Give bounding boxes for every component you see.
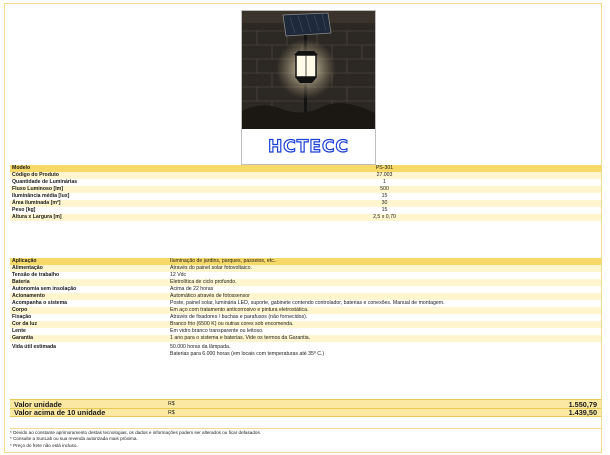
spec-value: Em aço com tratamento anticorrosivo e pintura eletrostática. [170,307,309,314]
product-photo [241,10,376,165]
price-label: Valor acima de 10 unidade [14,408,106,417]
table-row [10,258,601,265]
brand-logo [242,129,375,165]
table-row [10,207,601,214]
spec-value: Eletrolítica de ciclo profundo. [170,279,237,286]
spec-label: Tensão de trabalho [12,272,60,279]
product-sheet [4,3,602,453]
table-row [10,279,601,286]
spec-label: Altura x Largura [m] [12,214,62,221]
price-value: 1.550,79 [568,399,597,409]
table-row [10,314,601,321]
lifespan-lamp: 50.000 horas da lâmpada. [170,343,231,350]
price-value: 1.439,50 [568,408,597,417]
table-row [10,286,601,293]
spec-value: 500 [380,186,389,193]
spec-label: Quantidade de Luminárias [12,179,78,186]
price-table [10,399,601,417]
spec-label: Fluxo Luminoso [lm] [12,186,64,193]
price-currency: R$ [168,401,175,407]
table-row [10,272,601,279]
spec-label: Área iluminada [m²] [12,200,61,207]
spec-value: 30 [381,200,388,207]
spec-table-details [10,258,601,357]
spec-label: Autonomia sem insolação [12,286,77,293]
table-row [10,300,601,307]
spec-label: Modelo [12,165,31,172]
spec-label: Acompanha o sistema [12,300,68,307]
spec-value: 1 [383,179,386,186]
table-row [10,186,601,193]
spec-value: Acima de 22 horas [170,286,214,293]
spec-value [168,344,601,358]
spec-table-main [10,165,601,221]
price-label: Valor unidade [14,399,62,409]
table-row [10,172,601,179]
spec-value: Branco frio (6500 K) ou outras cores sob encomenda. [170,321,294,328]
spec-label: Fixação [12,314,32,321]
spec-label: Iluminância média [lux] [12,193,70,200]
table-row [10,335,601,342]
logo-text: HCTECC [268,137,349,157]
spec-label: Código do Produto [12,172,59,179]
spec-value: 12 Vdc [170,272,187,279]
footnote: * Devido ao constante aprimoramento destas tecnologias, os dados e informações podem ser alterados ou ficar defasados. [10,430,262,435]
spec-value: Poste, painel solar, luminária LED, suporte, gabinete contendo controlador, baterias e conexões. Manual de montagem. [170,300,445,307]
price-row [10,399,601,408]
footnote: * Consulte a SunLab ou sua revenda autorizada mais próxima. [10,436,138,442]
spec-value: Automático através de fotossensor [170,293,250,300]
spec-label: Aplicação [12,258,37,265]
spec-label: Bateria [12,279,30,286]
table-row [10,214,601,221]
table-row [10,165,601,172]
spec-value: Através de fixadores / buchas e parafusos (não fornecidos). [170,314,308,321]
table-row [10,293,601,300]
footnotes [10,428,601,449]
table-row [10,321,601,328]
table-row [10,193,601,200]
footnote: * Preço do frete não está incluso. [10,442,78,448]
spec-value: 2,5 x 0,70 [373,214,396,221]
spec-label: Peso [kg] [12,207,36,214]
spec-label: Garantia [12,335,34,342]
spec-value: 15 [381,207,388,214]
spec-label: Lente [12,328,26,335]
spec-label: Corpo [12,307,28,314]
lifespan-battery: Baterias para 6.000 horas (em locais com temperaturas até 35º C.) [170,350,325,357]
spec-value: 1 ano para o sistema e baterias. Vide os termos da Garantia. [170,335,311,342]
spec-value: 15 [381,193,388,200]
table-row [10,265,601,272]
spec-value: Em vidro branco transparente ou leitoso. [170,328,264,335]
spec-label: Vida útil estimada [12,343,57,350]
spec-value: 27.003 [376,172,393,179]
table-row [10,307,601,314]
table-row [10,179,601,186]
table-row [10,328,601,335]
price-currency: R$ [168,409,175,416]
spec-label: Alimentação [12,265,43,272]
spec-value: Através do painel solar fotovoltaico. [170,265,252,272]
spec-label: Cor da luz [12,321,38,328]
price-row [10,408,601,417]
solar-lamp-photo [242,11,375,129]
spec-value: Iluminação de jardins, parques, passeios, etc.. [170,258,277,265]
table-row [10,200,601,207]
spec-label: Acionamento [12,293,45,300]
table-row [10,343,601,357]
spec-value: PS-301 [375,165,394,172]
